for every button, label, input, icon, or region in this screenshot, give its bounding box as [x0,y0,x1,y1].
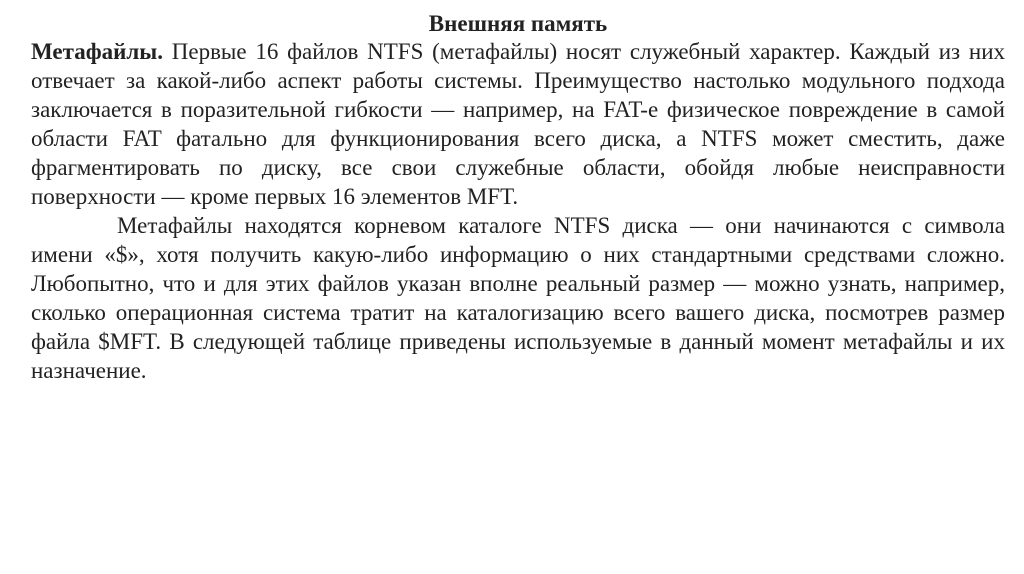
page-title: Внешняя память [428,11,608,36]
paragraph-metafiles-location: Метафайлы находятся корневом каталоге NTFS диска — они начинаются с символа имени «$», хотя получить какую-либо информацию о них стандартными средствами сложно. Любопытно, что и для этих файлов указан вполне реальный размер — можно узнать, например, сколько операционная система тратит на каталогизацию всего вашего диска, посмотрев размер файла $MFT. В следующей таблице приведены используемые в данный момент метафайлы и их назначение. [31,213,1005,383]
paragraph-metafiles-intro [31,37,1005,211]
paragraph-body-text: Первые 16 файлов NTFS (метафайлы) носят служебный характер. Каждый из них отвечает за какой-либо аспект работы системы. Преимущество настолько модульного подхода заключается в поразительной гибкости — например, на FAT-е физическое повреждение в самой области FAT фатально для функционирования всего диска, а NTFS может сместить, даже фрагментировать по диску, все свои служебные области, обойдя любые неисправности поверхности — кроме первых 16 элементов MFT. [31,39,1005,209]
slide-content [31,0,1005,385]
paragraph-lead-term: Метафайлы. [31,39,163,64]
